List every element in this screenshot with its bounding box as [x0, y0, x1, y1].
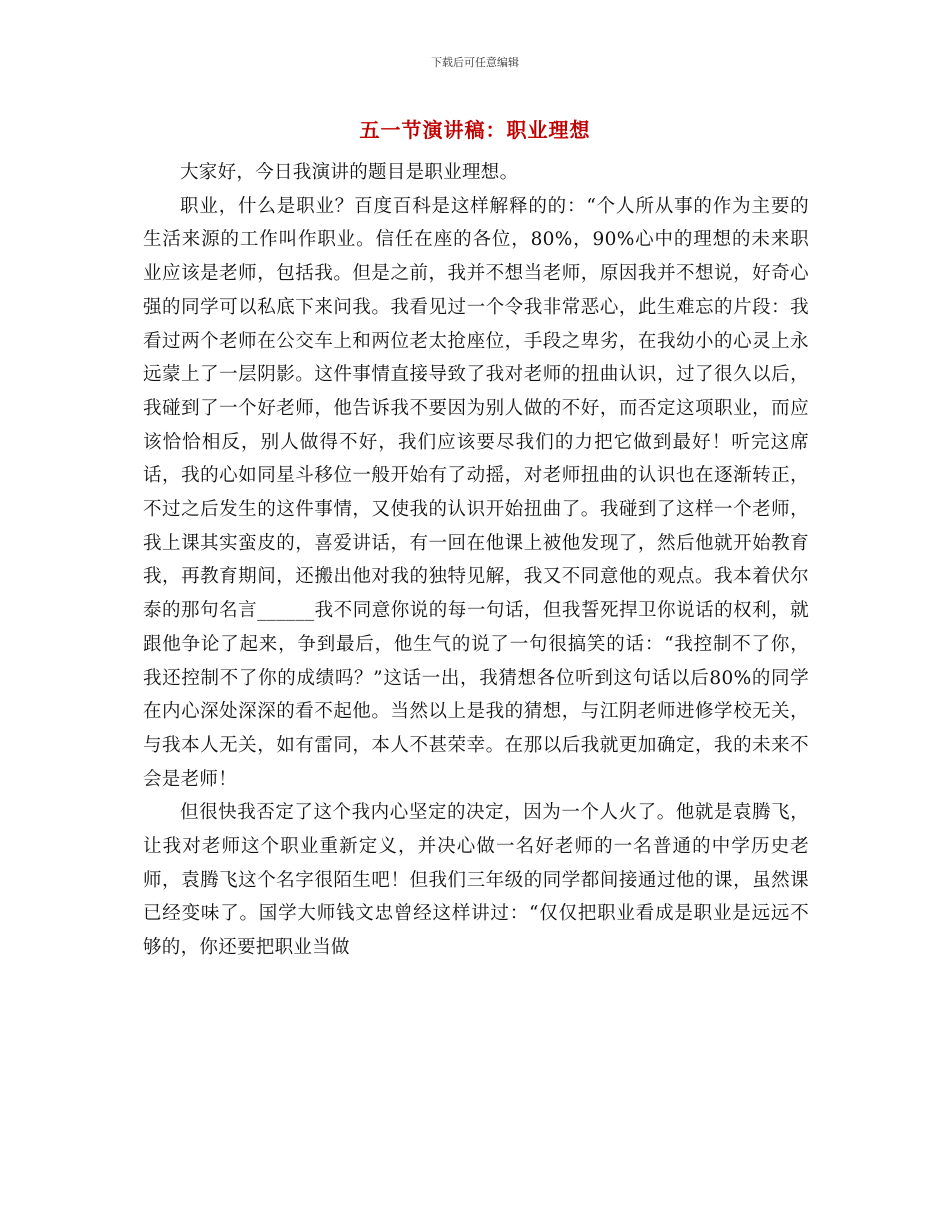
paragraph-what-is-career: 职业，什么是职业？百度百科是这样解释的的：“个人所从事的作为主要的生活来源的工作叫作职业。信任在座的各位，80%，90%心中的理想的未来职业应该是老师，包括我。但是之前，我并不想当老师，原因我并不想说，好奇心强的同学可以私底下来问我。我看见过一个令我非常恶心，此生难忘的片段：我看过两个老师在公交车上和两位老太抢座位，手段之卑劣，在我幼小的心灵上永远蒙上了一层阴影。这件事情直接导致了我对老师的扭曲认识，过了很久以后，我碰到了一个好老师，他告诉我不要因为别人做的不好，而否定这项职业，而应该恰恰相反，别人做得不好，我们应该要尽我们的力把它做到最好！听完这席话，我的心如同星斗移位一般开始有了动摇，对老师扭曲的认识也在逐渐转正，不过之后发生的这件事情，又使我的认识开始扭曲了。我碰到了这样一个老师，我上课其实蛮皮的，喜爱讲话，有一回在他课上被他发现了，然后他就开始教育我，再教育期间，还搬出他对我的独特见解，我又不同意他的观点。我本着伏尔泰的那句名言______我不同意你说的每一句话，但我誓死捍卫你说话的权利，就跟他争论了起来，争到最后，他生气的说了一句很搞笑的话：“我控制不了你，我还控制不了你的成绩吗？”这话一出，我猜想各位听到这句话以后80%的同学在内心深处深深的看不起他。当然以上是我的猜想，与江阴老师进修学校无关，与我本人无关，如有雷同，本人不甚荣幸。在那以后我就更加确定，我的未来不会是老师！ [143, 195, 809, 790]
paragraph-yuan-tengfei: 但很快我否定了这个我内心坚定的决定，因为一个人火了。他就是袁腾飞，让我对老师这个职业重新定义，并决心做一名好老师的一名普通的中学历史老师，袁腾飞这个名字很陌生吧！但我们三年级的同学都间接通过他的课，虽然课已经变味了。国学大师钱文忠曾经这样讲过：“仅仅把职业看成是职业是远远不够的，你还要把职业当做 [143, 802, 809, 959]
document-body [143, 156, 809, 965]
paragraph-greeting: 大家好，今日我演讲的题目是职业理想。 [180, 162, 519, 183]
header-note: 下载后可任意编辑 [431, 56, 519, 69]
page-title: 五一节演讲稿：职业理想 [359, 118, 591, 142]
